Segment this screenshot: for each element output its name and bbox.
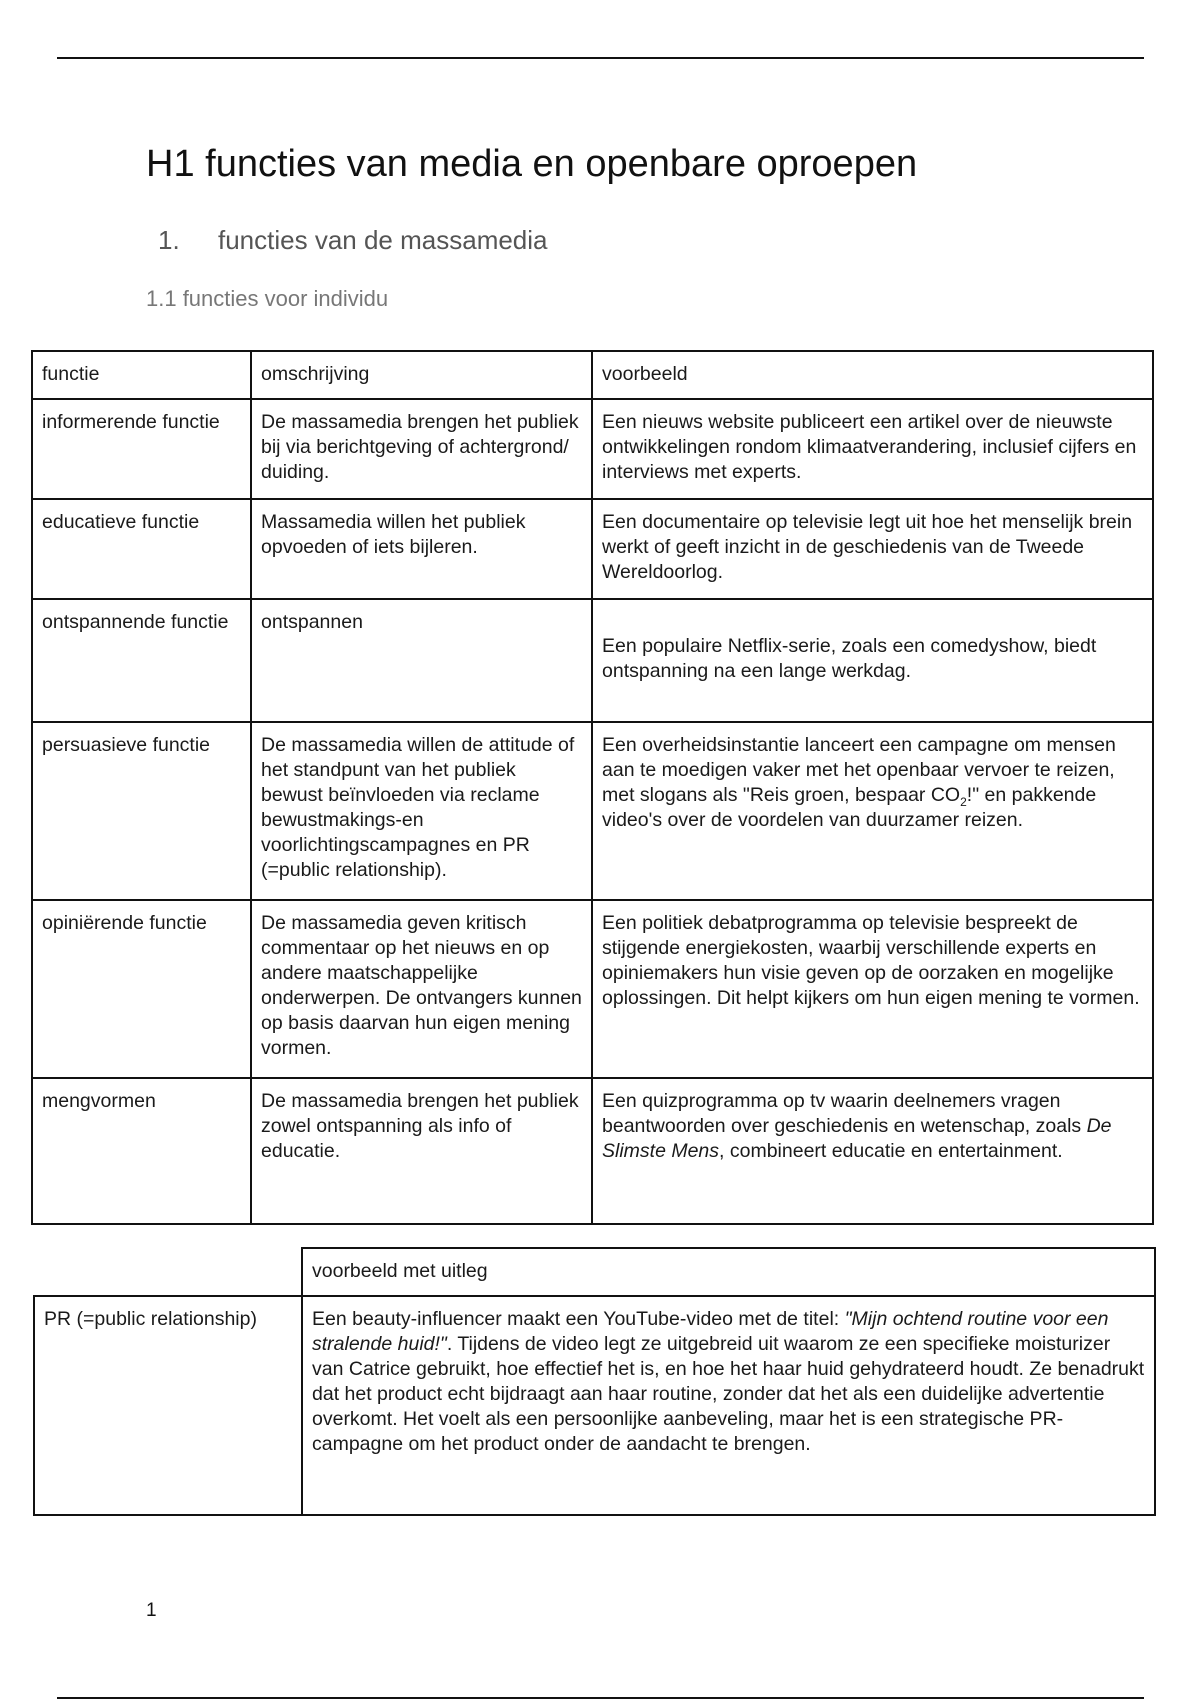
description-cell: De massamedia willen de attitude of het standpunt van het publiek bewust beïnvloeden via reclame bewustmakings-en voorlichtingscampagnes en PR (=public relationship). — [251, 722, 592, 900]
example-cell — [592, 599, 1153, 722]
table-row — [32, 900, 1153, 1078]
page-number: 1 — [146, 1600, 157, 1621]
pr-label-cell: PR (=public relationship) — [34, 1296, 302, 1515]
bottom-rule — [57, 1697, 1144, 1699]
table-row — [32, 499, 1153, 599]
description-cell: De massamedia brengen het publiek bij via berichtgeving of achtergrond/ duiding. — [251, 399, 592, 499]
description-cell: De massamedia brengen het publiek zowel ontspanning als info of educatie. — [251, 1078, 592, 1224]
co2-subscript: 2 — [960, 794, 967, 809]
pr-text-end: . Tijdens de video legt ze uitgebreid uit waarom ze een specifieke moisturizer van Catrice gebruikt, hoe effectief het is, en hoe het haar huid gehydrateerd houdt. Ze benadrukt dat het product echt bijdraagt aan haar routine, zonder dat het als een duidelijke advertentie overkomt. Het voelt als een persoonlijke aanbeveling, maar het is een strategische PR-campagne om het product onder de aandacht te brengen. — [312, 1333, 1145, 1455]
description-cell: ontspannen — [251, 599, 592, 722]
function-cell: opiniërende functie — [32, 900, 251, 1078]
subsection-heading: 1.1 functies voor individu — [146, 286, 389, 311]
header-example: voorbeeld — [592, 351, 1153, 399]
program-title: De Slimste Mens — [602, 1115, 1112, 1162]
example-cell: Een politiek debatprogramma op televisie bespreekt de stijgende energiekosten, waarbij verschillende experts en opiniemakers hun visie geven op de oorzaken en mogelijke oplossingen. Dit helpt kijkers om hun eigen mening te vormen. — [592, 900, 1153, 1078]
example-cell — [592, 1078, 1153, 1224]
section-title: functies van de massamedia — [218, 225, 548, 255]
example-text: Een populaire Netflix-serie, zoals een comedyshow, biedt ontspanning na een lange werkdag. — [602, 635, 1097, 682]
example-cell: Een nieuws website publiceert een artikel over de nieuwste ontwikkelingen rondom klimaatverandering, inclusief cijfers en interviews met experts. — [592, 399, 1153, 499]
video-title: "Mijn ochtend routine voor een stralende huid!" — [312, 1308, 1109, 1355]
top-rule — [57, 57, 1144, 59]
function-cell: informerende functie — [32, 399, 251, 499]
table-row — [32, 599, 1153, 722]
example-text-start: Een quizprogramma op tv waarin deelnemers vragen beantwoorden over geschiedenis en wetenschap, zoals — [602, 1090, 1087, 1137]
empty-corner-cell — [34, 1248, 302, 1296]
pr-text-start: Een beauty-influencer maakt een YouTube-video met de titel: — [312, 1308, 845, 1330]
pr-row — [34, 1296, 1155, 1515]
document-title: H1 functies van media en openbare oproepen — [146, 143, 918, 185]
example-cell — [592, 722, 1153, 900]
section-heading — [158, 225, 548, 256]
function-cell: educatieve functie — [32, 499, 251, 599]
example-text-start: Een overheidsinstantie lanceert een campagne om mensen aan te moedigen vaker met het openbaar vervoer te reizen, met slogans als "Reis groen, bespaar CO — [602, 734, 1116, 806]
function-cell: ontspannende functie — [32, 599, 251, 722]
table-row — [32, 399, 1153, 499]
example-text-end: , combineert educatie en entertainment. — [719, 1140, 1063, 1162]
function-cell: mengvormen — [32, 1078, 251, 1224]
example-cell: Een documentaire op televisie legt uit hoe het menselijk brein werkt of geeft inzicht in de geschiedenis van de Tweede Wereldoorlog. — [592, 499, 1153, 599]
example-text-end: !" en pakkende video's over de voordelen van duurzamer reizen. — [602, 784, 1097, 831]
pr-header-row — [34, 1248, 1155, 1296]
function-cell: persuasieve functie — [32, 722, 251, 900]
functions-table — [31, 350, 1154, 1225]
pr-example-table — [33, 1247, 1156, 1516]
description-cell: Massamedia willen het publiek opvoeden of iets bijleren. — [251, 499, 592, 599]
table-header-row — [32, 351, 1153, 399]
table-row — [32, 1078, 1153, 1224]
table-row — [32, 722, 1153, 900]
header-function: functie — [32, 351, 251, 399]
header-description: omschrijving — [251, 351, 592, 399]
section-number: 1. — [158, 225, 180, 255]
description-cell: De massamedia geven kritisch commentaar op het nieuws en op andere maatschappelijke onderwerpen. De ontvangers kunnen op basis daarvan hun eigen mening vormen. — [251, 900, 592, 1078]
pr-explanation-cell — [302, 1296, 1155, 1515]
pr-header: voorbeeld met uitleg — [302, 1248, 1155, 1296]
